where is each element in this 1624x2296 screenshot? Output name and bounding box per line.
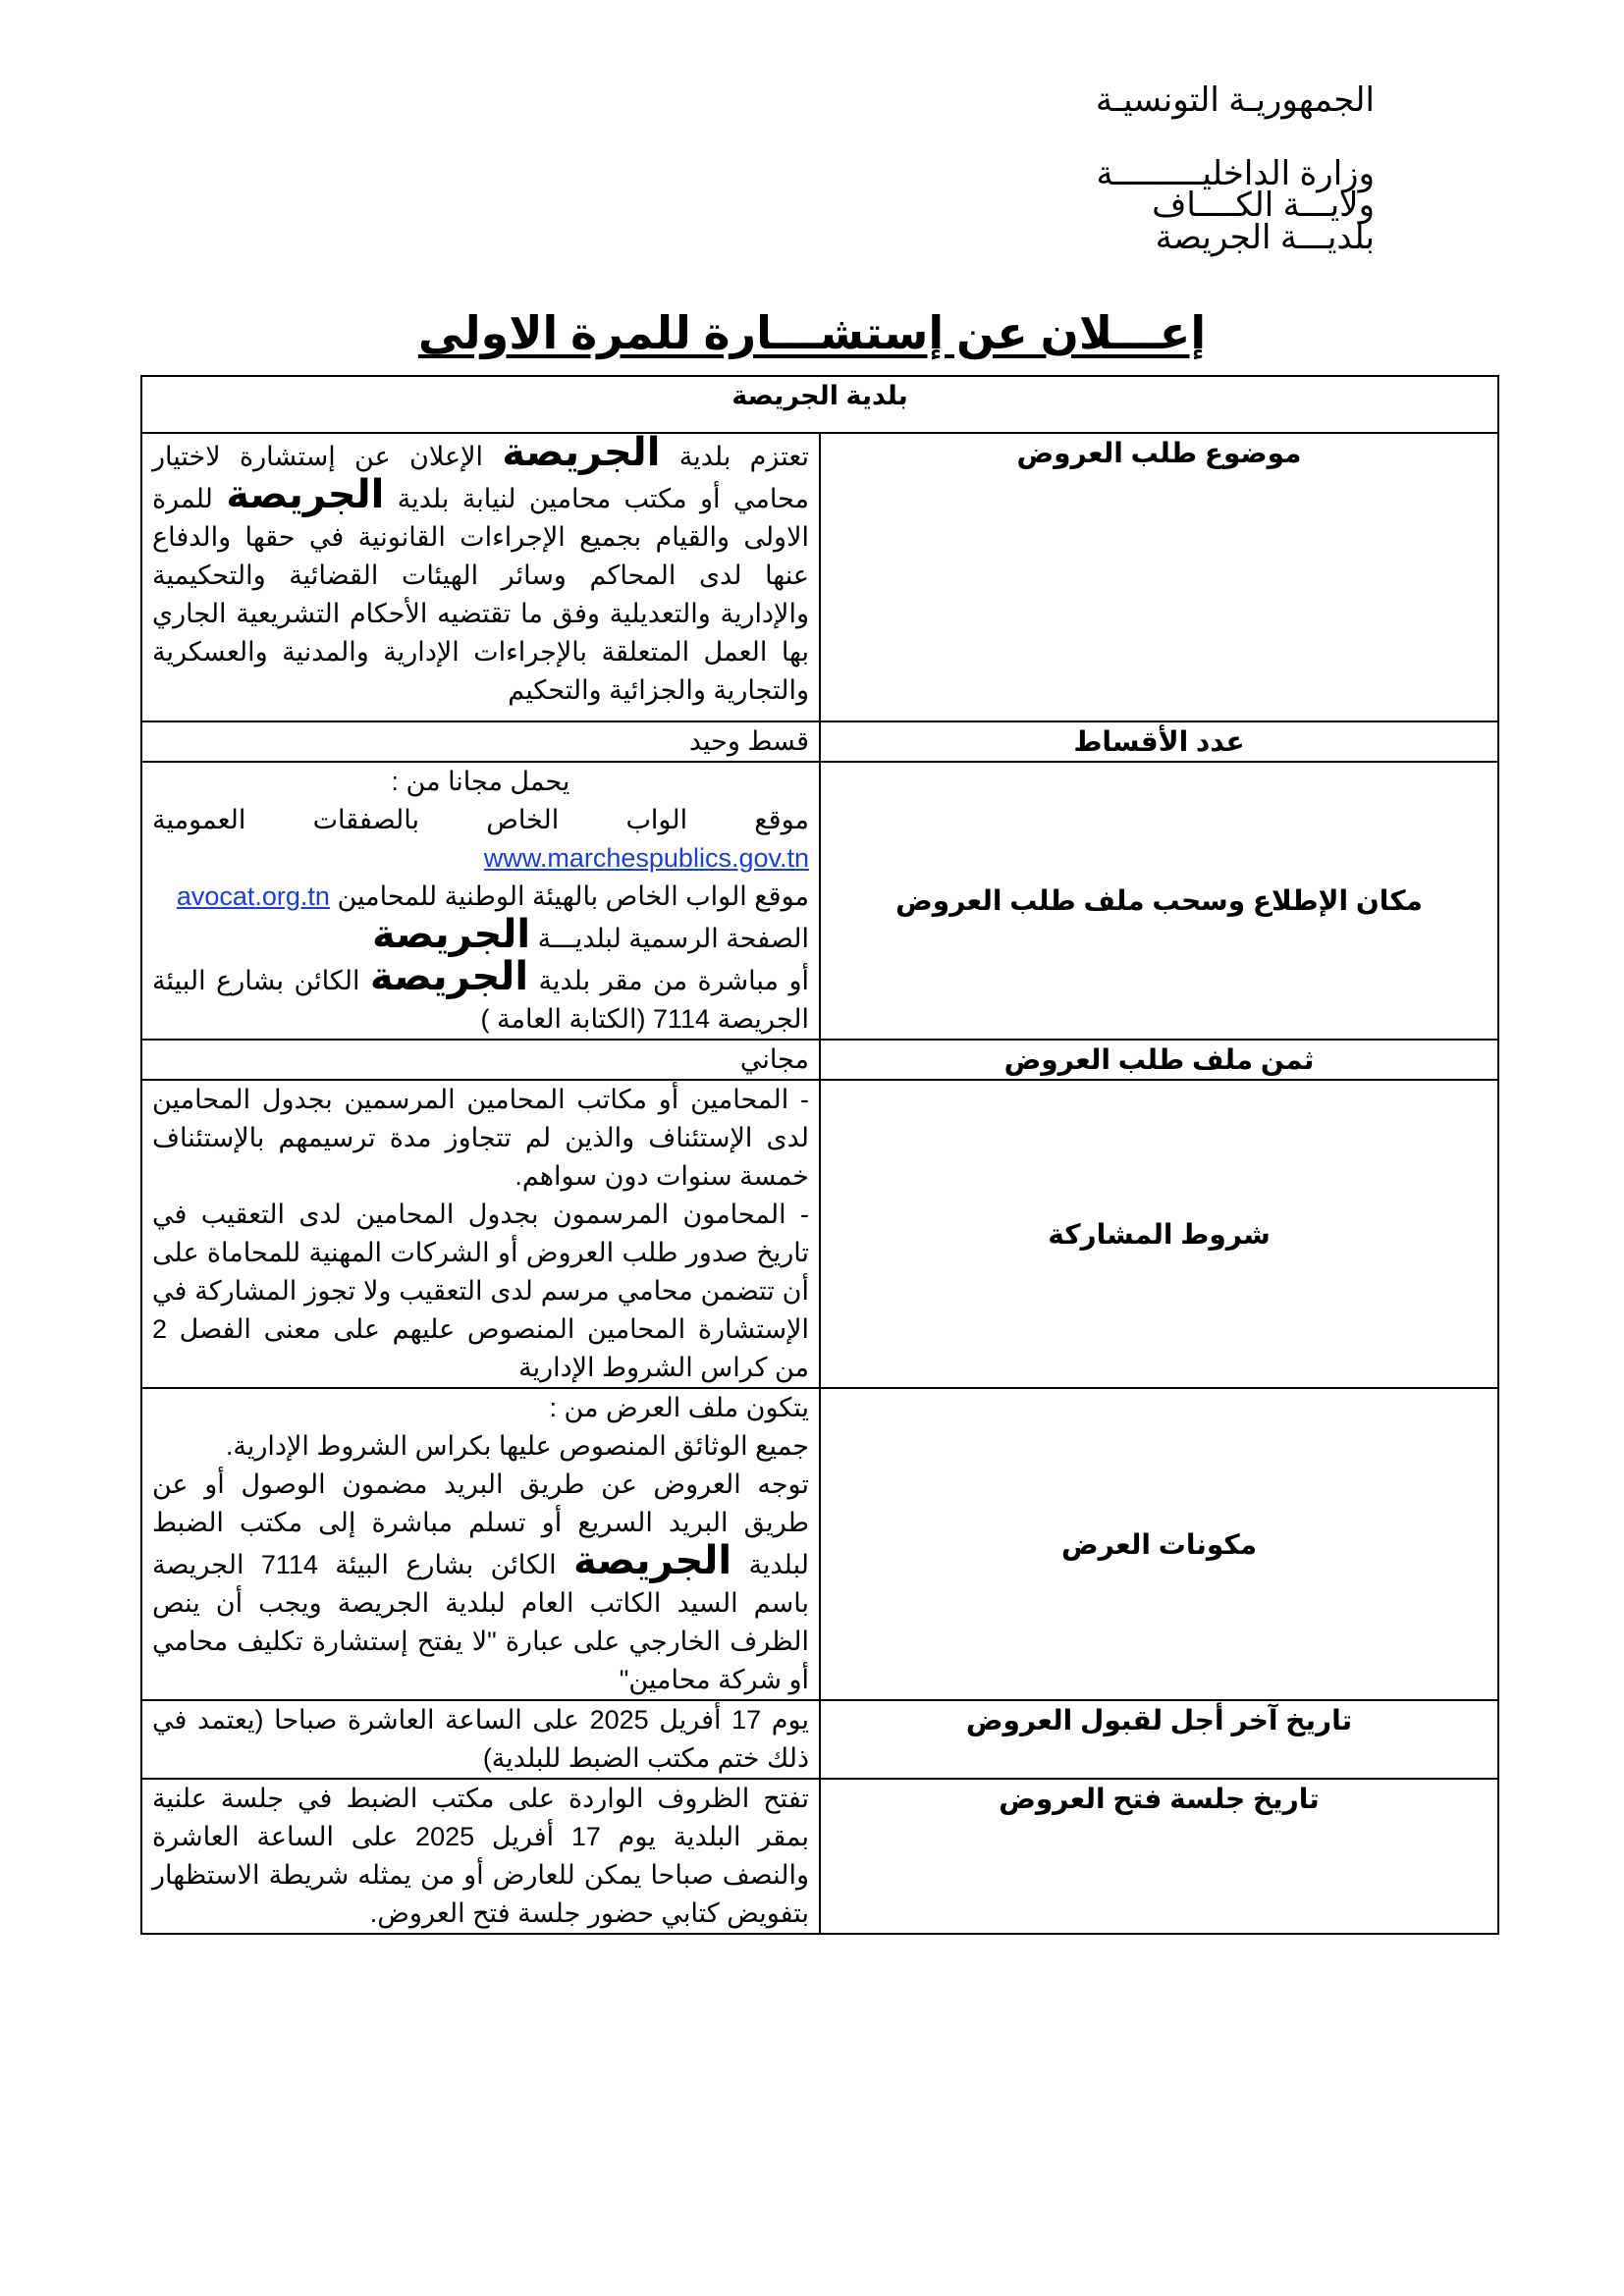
table-row-installments	[141, 721, 1498, 762]
conditions-paragraph-2: - المحامون المرسمون بجدول المحامين لدى التعقيب في تاريخ صدور طلب العروض أو الشركات المهنية للمحاماة على أن تتضمن محامي مرسم لدى التعقيب ولا تجوز المشاركة في الإستشارة المحامين المنصوص عليهم على معنى الفصل 2 من كراس الشروط الإدارية	[152, 1200, 809, 1382]
location-line-3-text: موقع الواب الخاص بالهيئة الوطنية للمحامين	[337, 881, 809, 911]
installments-label: عدد الأقساط	[820, 721, 1498, 762]
conditions-content	[141, 1080, 820, 1388]
ministry-name: وزارة الداخليـــــــــة	[1096, 155, 1375, 192]
location-line-5-text-b: الكائن بشارع البيئة الجريصة 7114 (الكتابة العامة )	[152, 966, 809, 1034]
location-line-5-highlight: الجريصة	[369, 955, 529, 998]
deadline-value: يوم 17 أفريل 2025 على الساعة العاشرة صباحا (يعتمد في ذلك ختم مكتب الضبط للبلدية)	[141, 1700, 820, 1779]
deadline-label: تاريخ آخر أجل لقبول العروض	[820, 1700, 1498, 1779]
opening-value: تفتح الظروف الواردة على مكتب الضبط في جلسة علنية بمقر البلدية يوم 17 أفريل 2025 على الساعة العاشرة والنصف صباحا يمكن للعارض أو من يمثله شريطة الاستظهار بتفويض كتابي حضور جلسة فتح العروض.	[141, 1779, 820, 1934]
table-row-price	[141, 1040, 1498, 1080]
location-line-4-highlight: الجريصة	[371, 913, 531, 956]
location-line-4-text: الصفحة الرسمية لبلديـــة	[537, 924, 809, 953]
marchespublics-link[interactable]: www.marchespublics.gov.tn	[483, 843, 809, 873]
governorate-name: ولايـــة الكــــاف	[1152, 187, 1375, 225]
table-row-location	[141, 762, 1498, 1040]
table-row-opening	[141, 1779, 1498, 1934]
subject-highlight-2: الجريصة	[226, 473, 385, 516]
subject-text-b: الإعلان عن إستشارة لاختيار محامي أو مكتب محامين لنيابة بلدية	[152, 442, 809, 513]
subject-text-c: للمرة الاولى والقيام بجميع الإجراءات القانونية في حقها والدفاع عنها لدى المحاكم وسائر الهيئات القضائية والتحكيمية والإدارية والتعديلية وفق ما تقتضيه الأحكام التشريعية الجاري بها العمل المتعلقة بالإجراءات الإدارية والمدنية والعسكرية والتجارية والجزائية والتحكيم	[152, 484, 809, 705]
conditions-label: شروط المشاركة	[820, 1080, 1498, 1388]
page-title: إعـــلان عن إستشـــارة للمرة الاولى	[417, 307, 1207, 358]
subject-text-a: تعتزم بلدية	[678, 442, 809, 471]
table-header-row	[141, 376, 1498, 433]
location-content	[141, 762, 820, 1040]
installments-value: قسط وحيد	[141, 721, 820, 762]
components-text-b: الكائن بشارع البيئة 7114 الجريصة باسم السيد الكاتب العام لبلدية الجريصة ويجب أن ينص الظرف الخارجي على عبارة "لا يفتح إستشارة تكليف محامي أو شركة محامين"	[152, 1550, 809, 1694]
announcement-table	[140, 375, 1499, 1935]
location-line-2	[152, 801, 809, 878]
components-line-1: يتكون ملف العرض من :	[549, 1393, 809, 1422]
republic-name: الجمهوريـة التونسيـة	[1095, 81, 1375, 119]
subject-label: موضوع طلب العروض	[820, 433, 1498, 721]
location-line-3	[152, 878, 809, 916]
table-header-municipality: بلدية الجريصة	[141, 376, 1498, 433]
components-text-a: توجه العروض عن طريق البريد مضمون الوصول أو عن طريق البريد السريع أو تسلم مباشرة إلى مكتب الضبط لبلدية	[152, 1469, 809, 1579]
location-label: مكان الإطلاع وسحب ملف طلب العروض	[820, 762, 1498, 1040]
table-row-components	[141, 1388, 1498, 1700]
table-row-deadline	[141, 1700, 1498, 1779]
location-line-5-text-a: أو مباشرة من مقر بلدية	[538, 966, 809, 995]
location-line-5	[152, 955, 809, 1039]
municipality-name: بلديـــة الجريصة	[1155, 218, 1375, 256]
document-header	[1021, 81, 1375, 256]
price-value: مجاني	[141, 1040, 820, 1080]
components-line-2: جميع الوثائق المنصوص عليها بكراس الشروط الإدارية.	[225, 1431, 809, 1461]
conditions-paragraph-1: - المحامين أو مكاتب المحامين المرسمين بجدول المحامين لدى الإستئناف والذين لم تتجاوز مدة ترسيمهم بالإستئناف خمسة سنوات دون سواهم.	[152, 1085, 809, 1191]
location-line-2-text: موقع الواب الخاص بالصفقات العمومية	[152, 805, 809, 834]
table-row-subject	[141, 433, 1498, 721]
components-paragraph-3	[152, 1466, 809, 1699]
location-line-1: يحمل مجانا من :	[391, 767, 570, 796]
opening-label: تاريخ جلسة فتح العروض	[820, 1779, 1498, 1934]
components-label: مكونات العرض	[820, 1388, 1498, 1700]
subject-highlight-1: الجريصة	[502, 431, 661, 474]
price-label: ثمن ملف طلب العروض	[820, 1040, 1498, 1080]
components-highlight: الجريصة	[572, 1539, 732, 1582]
table-row-conditions	[141, 1080, 1498, 1388]
subject-content	[141, 433, 820, 721]
components-content	[141, 1388, 820, 1700]
location-line-4	[152, 913, 809, 958]
avocat-link[interactable]: avocat.org.tn	[176, 881, 330, 911]
